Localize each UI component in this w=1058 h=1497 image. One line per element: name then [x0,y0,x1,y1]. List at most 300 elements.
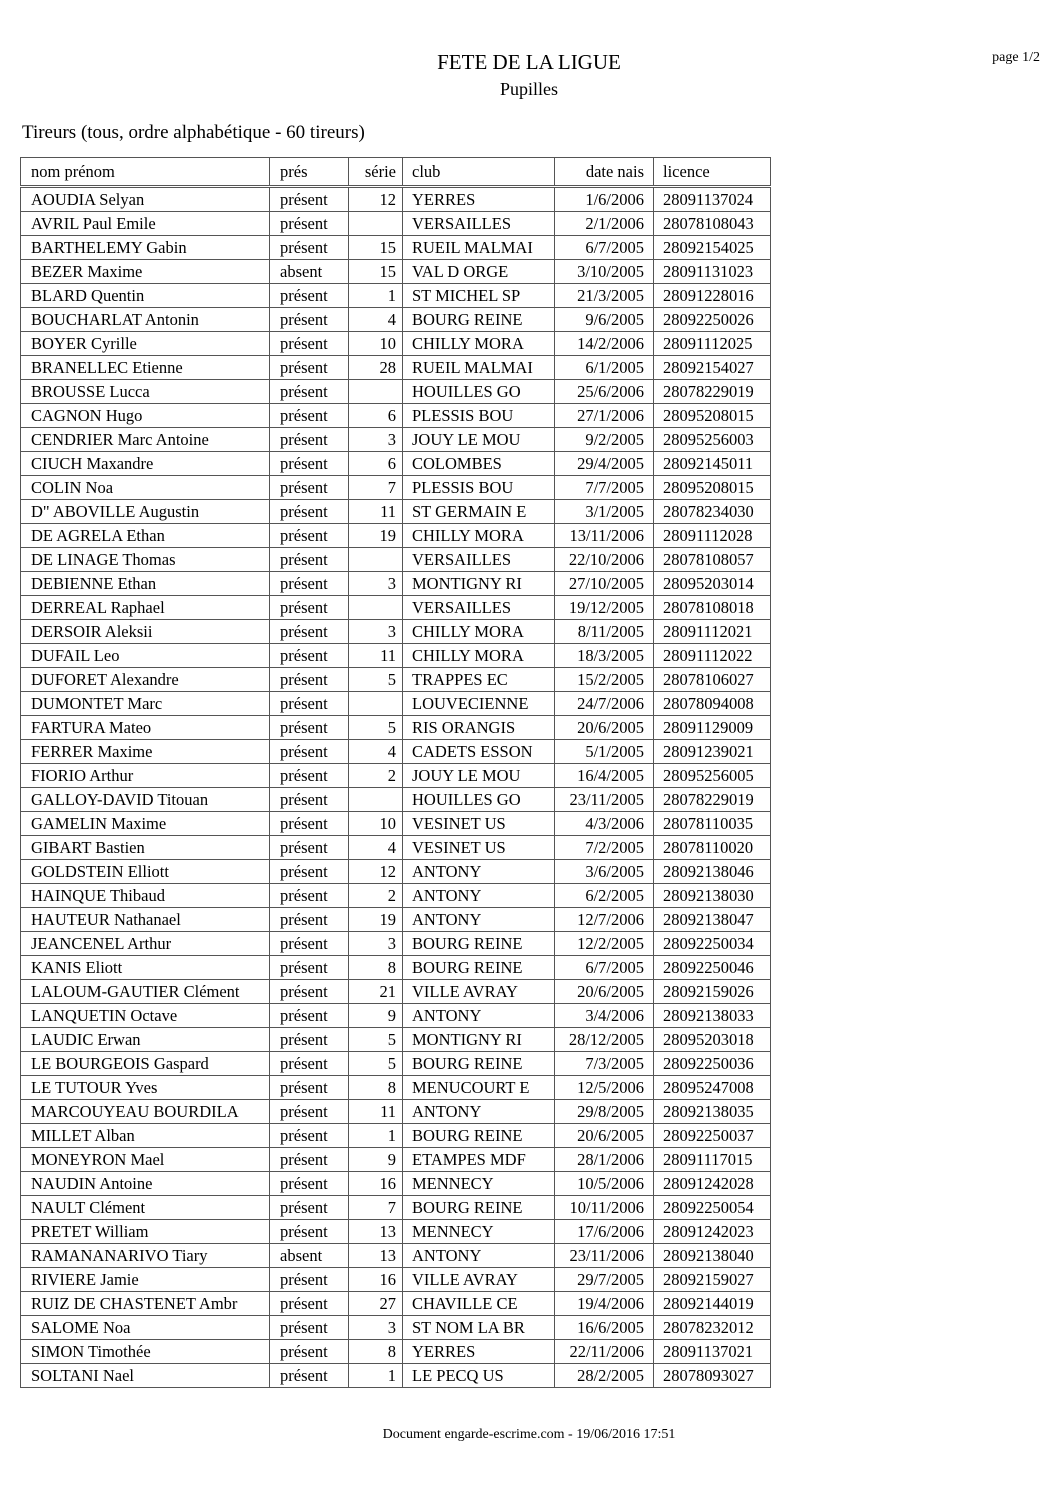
cell-club: MENNECY [403,1220,555,1244]
cell-presence: présent [270,884,349,908]
cell-licence: 28078234030 [654,500,771,524]
cell-series: 16 [349,1268,403,1292]
table-row [21,1004,771,1028]
cell-presence: présent [270,404,349,428]
table-row [21,380,771,404]
cell-birthdate: 17/6/2006 [555,1220,654,1244]
cell-name: SALOME Noa [21,1316,270,1340]
table-row [21,332,771,356]
cell-series: 8 [349,956,403,980]
cell-series: 3 [349,932,403,956]
table-row [21,1148,771,1172]
cell-club: RIS ORANGIS [403,716,555,740]
cell-presence: présent [270,1124,349,1148]
cell-series [349,596,403,620]
cell-club: BOURG REINE [403,956,555,980]
cell-licence: 28091131023 [654,260,771,284]
cell-presence: présent [270,644,349,668]
cell-name: GALLOY-DAVID Titouan [21,788,270,812]
table-row [21,692,771,716]
cell-birthdate: 3/1/2005 [555,500,654,524]
cell-birthdate: 28/2/2005 [555,1364,654,1388]
table-row [21,1076,771,1100]
cell-name: D" ABOVILLE Augustin [21,500,270,524]
cell-name: BEZER Maxime [21,260,270,284]
cell-series: 5 [349,716,403,740]
cell-licence: 28092154025 [654,236,771,260]
cell-club: LOUVECIENNE [403,692,555,716]
cell-birthdate: 18/3/2005 [555,644,654,668]
cell-club: VERSAILLES [403,596,555,620]
cell-name: MARCOUYEAU BOURDILA [21,1100,270,1124]
cell-club: CADETS ESSON [403,740,555,764]
cell-presence: présent [270,1100,349,1124]
cell-name: DEBIENNE Ethan [21,572,270,596]
table-row [21,716,771,740]
cell-club: PLESSIS BOU [403,476,555,500]
cell-licence: 28078229019 [654,380,771,404]
cell-licence: 28091239021 [654,740,771,764]
cell-club: BOURG REINE [403,1052,555,1076]
cell-club: YERRES [403,187,555,212]
cell-series: 21 [349,980,403,1004]
cell-name: LAUDIC Erwan [21,1028,270,1052]
cell-name: RIVIERE Jamie [21,1268,270,1292]
cell-name: BROUSSE Lucca [21,380,270,404]
cell-birthdate: 7/3/2005 [555,1052,654,1076]
cell-birthdate: 6/2/2005 [555,884,654,908]
table-row [21,356,771,380]
cell-name: AVRIL Paul Emile [21,212,270,236]
cell-name: BOYER Cyrille [21,332,270,356]
cell-licence: 28078093027 [654,1364,771,1388]
table-row [21,884,771,908]
cell-birthdate: 28/12/2005 [555,1028,654,1052]
table-row [21,548,771,572]
cell-presence: présent [270,380,349,404]
cell-presence: présent [270,548,349,572]
cell-series: 3 [349,1316,403,1340]
table-row [21,668,771,692]
cell-club: CHILLY MORA [403,620,555,644]
cell-licence: 28091112025 [654,332,771,356]
cell-name: GOLDSTEIN Elliott [21,860,270,884]
cell-club: RUEIL MALMAI [403,236,555,260]
table-row [21,404,771,428]
table-row [21,932,771,956]
cell-presence: présent [270,932,349,956]
cell-presence: présent [270,476,349,500]
cell-series: 4 [349,740,403,764]
table-row [21,1268,771,1292]
cell-series: 4 [349,308,403,332]
cell-name: PRETET William [21,1220,270,1244]
cell-presence: absent [270,1244,349,1268]
cell-club: CHILLY MORA [403,332,555,356]
cell-series: 27 [349,1292,403,1316]
cell-presence: présent [270,284,349,308]
cell-series: 11 [349,500,403,524]
table-row [21,1244,771,1268]
cell-presence: présent [270,1196,349,1220]
cell-birthdate: 24/7/2006 [555,692,654,716]
table-row [21,1124,771,1148]
cell-birthdate: 10/5/2006 [555,1172,654,1196]
cell-birthdate: 20/6/2005 [555,716,654,740]
cell-licence: 28092145011 [654,452,771,476]
cell-licence: 28092144019 [654,1292,771,1316]
cell-club: ANTONY [403,1100,555,1124]
cell-birthdate: 9/2/2005 [555,428,654,452]
cell-series: 13 [349,1220,403,1244]
table-row [21,812,771,836]
cell-name: RUIZ DE CHASTENET Ambr [21,1292,270,1316]
cell-club: VILLE AVRAY [403,980,555,1004]
cell-birthdate: 27/10/2005 [555,572,654,596]
column-header-club: club [403,158,555,187]
cell-presence: présent [270,1148,349,1172]
cell-presence: présent [270,1028,349,1052]
cell-series: 1 [349,1364,403,1388]
cell-licence: 28092250036 [654,1052,771,1076]
cell-licence: 28078108018 [654,596,771,620]
cell-series: 1 [349,284,403,308]
cell-club: VILLE AVRAY [403,1268,555,1292]
cell-series: 19 [349,524,403,548]
cell-club: HOUILLES GO [403,788,555,812]
cell-club: JOUY LE MOU [403,764,555,788]
cell-birthdate: 6/1/2005 [555,356,654,380]
cell-club: JOUY LE MOU [403,428,555,452]
page-number: page 1/2 [992,50,1040,65]
cell-presence: présent [270,500,349,524]
cell-licence: 28092138030 [654,884,771,908]
cell-presence: présent [270,620,349,644]
cell-licence: 28095247008 [654,1076,771,1100]
cell-licence: 28092250054 [654,1196,771,1220]
cell-club: BOURG REINE [403,308,555,332]
cell-birthdate: 6/7/2005 [555,236,654,260]
cell-name: CENDRIER Marc Antoine [21,428,270,452]
cell-name: DE LINAGE Thomas [21,548,270,572]
cell-licence: 28091112022 [654,644,771,668]
cell-presence: présent [270,908,349,932]
cell-series: 15 [349,236,403,260]
cell-licence: 28092159027 [654,1268,771,1292]
table-row [21,452,771,476]
cell-birthdate: 7/7/2005 [555,476,654,500]
cell-name: BLARD Quentin [21,284,270,308]
cell-club: CHILLY MORA [403,524,555,548]
cell-name: CAGNON Hugo [21,404,270,428]
cell-presence: présent [270,716,349,740]
cell-name: LE TUTOUR Yves [21,1076,270,1100]
cell-club: ANTONY [403,884,555,908]
cell-presence: présent [270,1364,349,1388]
cell-club: ANTONY [403,908,555,932]
cell-licence: 28095208015 [654,476,771,500]
cell-series: 15 [349,260,403,284]
cell-presence: présent [270,572,349,596]
cell-licence: 28078108057 [654,548,771,572]
cell-series: 2 [349,884,403,908]
column-header-series: série [349,158,403,187]
cell-series: 6 [349,452,403,476]
fencers-table [20,157,771,1388]
cell-series: 5 [349,668,403,692]
cell-presence: présent [270,1268,349,1292]
cell-club: VESINET US [403,836,555,860]
table-row [21,596,771,620]
document-footer: Document engarde-escrime.com - 19/06/2016 17:51 [382,1427,676,1442]
cell-name: HAUTEUR Nathanael [21,908,270,932]
table-row [21,1052,771,1076]
cell-licence: 28078094008 [654,692,771,716]
cell-licence: 28091129009 [654,716,771,740]
cell-club: VERSAILLES [403,548,555,572]
table-row [21,212,771,236]
cell-presence: présent [270,1292,349,1316]
table-row [21,1196,771,1220]
cell-club: BOURG REINE [403,932,555,956]
document-title: FETE DE LA LIGUE [437,50,621,74]
cell-name: DE AGRELA Ethan [21,524,270,548]
cell-name: MONEYRON Mael [21,1148,270,1172]
cell-series: 8 [349,1340,403,1364]
cell-presence: présent [270,1052,349,1076]
cell-presence: présent [270,980,349,1004]
cell-licence: 28091137024 [654,187,771,212]
cell-club: MONTIGNY RI [403,1028,555,1052]
cell-licence: 28092250026 [654,308,771,332]
cell-club: MENUCOURT E [403,1076,555,1100]
cell-club: MENNECY [403,1172,555,1196]
table-row [21,260,771,284]
cell-club: VAL D ORGE [403,260,555,284]
table-row [21,620,771,644]
cell-presence: présent [270,524,349,548]
cell-name: AOUDIA Selyan [21,187,270,212]
cell-series: 6 [349,404,403,428]
cell-presence: présent [270,212,349,236]
table-row [21,980,771,1004]
cell-birthdate: 5/1/2005 [555,740,654,764]
cell-presence: présent [270,332,349,356]
cell-club: ST GERMAIN E [403,500,555,524]
table-row [21,1340,771,1364]
cell-series: 11 [349,644,403,668]
table-row [21,284,771,308]
cell-birthdate: 29/8/2005 [555,1100,654,1124]
table-row [21,956,771,980]
cell-licence: 28092250037 [654,1124,771,1148]
table-row [21,788,771,812]
cell-presence: présent [270,1316,349,1340]
cell-club: ANTONY [403,860,555,884]
cell-series: 2 [349,764,403,788]
cell-series: 3 [349,428,403,452]
cell-name: LE BOURGEOIS Gaspard [21,1052,270,1076]
cell-club: HOUILLES GO [403,380,555,404]
cell-presence: présent [270,236,349,260]
cell-name: GIBART Bastien [21,836,270,860]
cell-birthdate: 14/2/2006 [555,332,654,356]
cell-presence: présent [270,1172,349,1196]
cell-club: BOURG REINE [403,1124,555,1148]
cell-birthdate: 29/7/2005 [555,1268,654,1292]
cell-birthdate: 27/1/2006 [555,404,654,428]
table-row [21,764,771,788]
table-row [21,308,771,332]
table-row [21,1364,771,1388]
table-body [21,187,771,1388]
cell-club: PLESSIS BOU [403,404,555,428]
cell-birthdate: 23/11/2005 [555,788,654,812]
cell-club: TRAPPES EC [403,668,555,692]
column-header-presence: prés [270,158,349,187]
cell-presence: présent [270,356,349,380]
cell-birthdate: 21/3/2005 [555,284,654,308]
cell-birthdate: 1/6/2006 [555,187,654,212]
cell-licence: 28078110035 [654,812,771,836]
table-row [21,1100,771,1124]
cell-licence: 28078232012 [654,1316,771,1340]
cell-birthdate: 7/2/2005 [555,836,654,860]
cell-presence: présent [270,668,349,692]
cell-name: DERSOIR Aleksii [21,620,270,644]
cell-name: HAINQUE Thibaud [21,884,270,908]
cell-licence: 28095256005 [654,764,771,788]
table-row [21,1028,771,1052]
cell-series: 19 [349,908,403,932]
table-row [21,1172,771,1196]
cell-name: BARTHELEMY Gabin [21,236,270,260]
cell-series: 7 [349,476,403,500]
column-header-name: nom prénom [21,158,270,187]
cell-club: CHILLY MORA [403,644,555,668]
cell-licence: 28092250046 [654,956,771,980]
cell-licence: 28078106027 [654,668,771,692]
cell-licence: 28078110020 [654,836,771,860]
cell-birthdate: 19/4/2006 [555,1292,654,1316]
cell-name: GAMELIN Maxime [21,812,270,836]
cell-name: MILLET Alban [21,1124,270,1148]
cell-presence: présent [270,308,349,332]
table-row [21,236,771,260]
table-row [21,524,771,548]
cell-birthdate: 20/6/2005 [555,980,654,1004]
cell-birthdate: 16/4/2005 [555,764,654,788]
cell-series: 3 [349,572,403,596]
table-row [21,644,771,668]
cell-presence: présent [270,812,349,836]
cell-series [349,548,403,572]
cell-birthdate: 22/10/2006 [555,548,654,572]
cell-series: 10 [349,332,403,356]
section-title: Tireurs (tous, ordre alphabétique - 60 tireurs) [22,122,365,143]
cell-presence: présent [270,596,349,620]
cell-name: CIUCH Maxandre [21,452,270,476]
cell-licence: 28091112021 [654,620,771,644]
cell-name: NAUDIN Antoine [21,1172,270,1196]
table-row [21,187,771,212]
cell-name: BRANELLEC Etienne [21,356,270,380]
cell-club: ANTONY [403,1004,555,1028]
table-row [21,1316,771,1340]
cell-birthdate: 9/6/2005 [555,308,654,332]
table-header-row [21,158,771,187]
cell-club: RUEIL MALMAI [403,356,555,380]
cell-birthdate: 29/4/2005 [555,452,654,476]
cell-club: BOURG REINE [403,1196,555,1220]
cell-series: 8 [349,1076,403,1100]
cell-series: 7 [349,1196,403,1220]
cell-birthdate: 28/1/2006 [555,1148,654,1172]
cell-series: 28 [349,356,403,380]
cell-licence: 28078229019 [654,788,771,812]
cell-club: COLOMBES [403,452,555,476]
cell-presence: présent [270,1340,349,1364]
cell-name: FARTURA Mateo [21,716,270,740]
table-row [21,740,771,764]
table-row [21,476,771,500]
cell-birthdate: 3/4/2006 [555,1004,654,1028]
cell-presence: présent [270,1076,349,1100]
cell-presence: présent [270,1220,349,1244]
cell-presence: présent [270,740,349,764]
cell-licence: 28092138035 [654,1100,771,1124]
cell-birthdate: 10/11/2006 [555,1196,654,1220]
cell-birthdate: 16/6/2005 [555,1316,654,1340]
cell-licence: 28092159026 [654,980,771,1004]
cell-club: ETAMPES MDF [403,1148,555,1172]
cell-series: 5 [349,1052,403,1076]
cell-presence: présent [270,452,349,476]
cell-name: COLIN Noa [21,476,270,500]
cell-series [349,692,403,716]
cell-licence: 28092250034 [654,932,771,956]
cell-club: YERRES [403,1340,555,1364]
cell-series: 12 [349,860,403,884]
cell-birthdate: 12/7/2006 [555,908,654,932]
cell-presence: présent [270,836,349,860]
cell-name: DERREAL Raphael [21,596,270,620]
cell-club: ANTONY [403,1244,555,1268]
table-row [21,1292,771,1316]
cell-birthdate: 6/7/2005 [555,956,654,980]
cell-name: FIORIO Arthur [21,764,270,788]
cell-birthdate: 2/1/2006 [555,212,654,236]
cell-club: ST NOM LA BR [403,1316,555,1340]
cell-name: DUFORET Alexandre [21,668,270,692]
cell-presence: présent [270,428,349,452]
cell-birthdate: 22/11/2006 [555,1340,654,1364]
cell-presence: présent [270,764,349,788]
cell-licence: 28092138046 [654,860,771,884]
cell-series: 9 [349,1148,403,1172]
cell-birthdate: 13/11/2006 [555,524,654,548]
cell-series: 13 [349,1244,403,1268]
cell-club: VESINET US [403,812,555,836]
cell-name: LANQUETIN Octave [21,1004,270,1028]
cell-name: DUMONTET Marc [21,692,270,716]
cell-name: KANIS Eliott [21,956,270,980]
cell-birthdate: 4/3/2006 [555,812,654,836]
cell-birthdate: 12/5/2006 [555,1076,654,1100]
cell-licence: 28095203014 [654,572,771,596]
cell-birthdate: 12/2/2005 [555,932,654,956]
table-row [21,908,771,932]
